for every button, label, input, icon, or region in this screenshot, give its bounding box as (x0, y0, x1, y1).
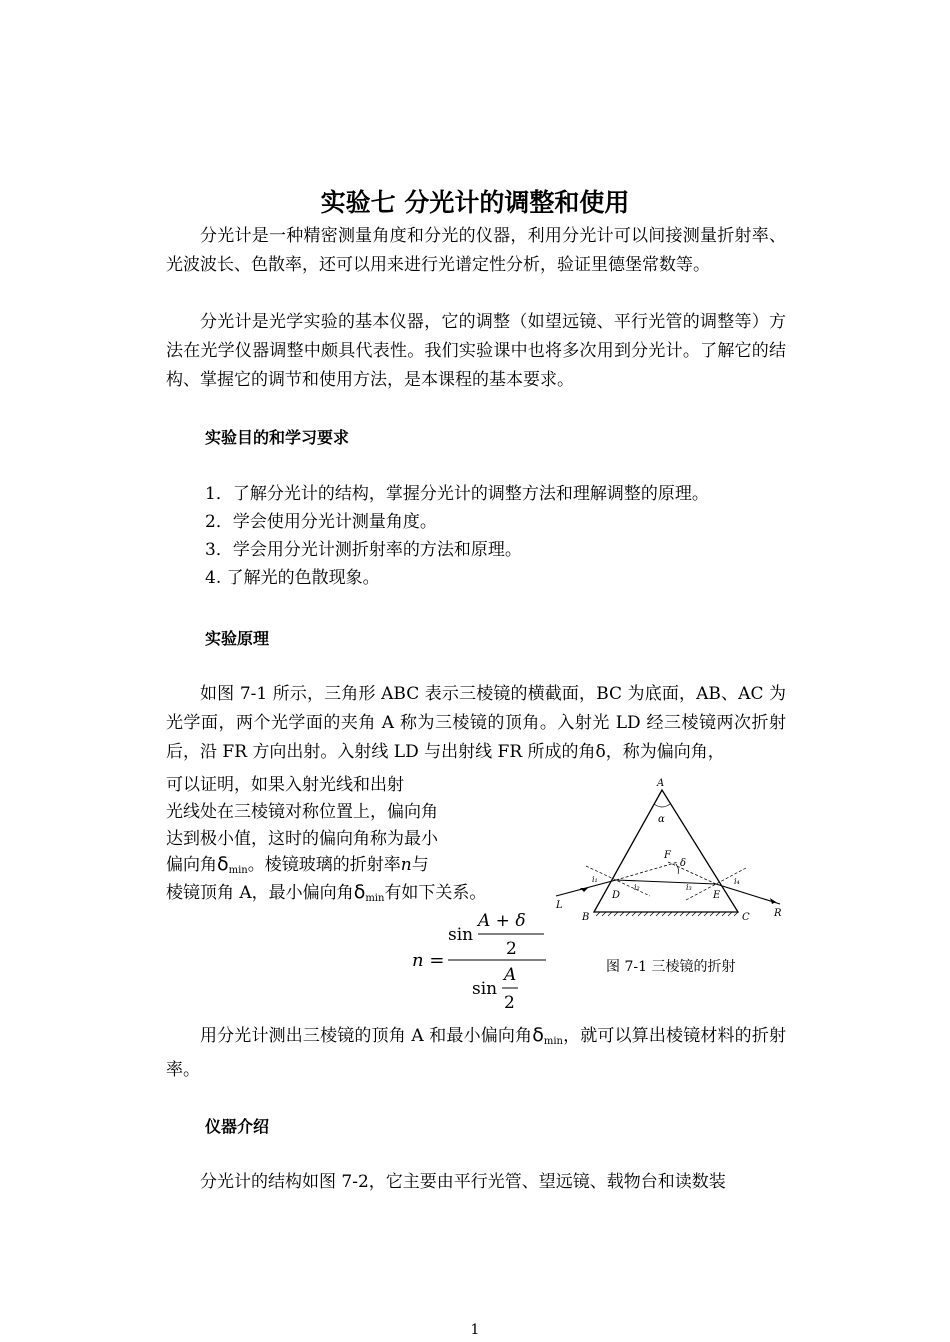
principle-paragraph-1: 如图 7-1 所示，三角形 ABC 表示三棱镜的横截面，BC 为底面，AB、AC 为光学面，两个光学面的夹角 A 称为三棱镜的顶角。入射光 LD 经三棱镜两次折射后，沿 FR 方向出射。入射线 LD 与出射线 FR 所成的角δ，称为偏向角， (166, 684, 786, 762)
section-heading-principle: 实验原理 (205, 629, 270, 648)
delta-symbol: δ (217, 853, 229, 875)
label-i1: i₁ (592, 875, 598, 884)
principle-paragraph-2 (166, 1021, 786, 1085)
text: 偏向角 (166, 855, 217, 875)
formula-sin-bottom: sin (472, 979, 498, 999)
label-c: C (742, 912, 750, 923)
page-title: 实验七 分光计的调整和使用 (320, 188, 630, 217)
section-heading-objectives: 实验目的和学习要求 (205, 428, 350, 447)
formula-two-bottom: 2 (504, 993, 515, 1013)
formula-num-top: A + δ (478, 911, 526, 931)
incident-extension (616, 862, 678, 880)
label-alpha: α (658, 814, 665, 825)
list-item: 4. 了解光的色散现象。 (205, 568, 380, 588)
incident-arrow (580, 888, 588, 892)
label-d: D (612, 890, 621, 901)
label-i4: i₄ (734, 877, 740, 886)
min-subscript: min (228, 865, 248, 876)
list-item: 1．了解分光计的结构，掌握分光计的调整方法和理解调整的原理。 (205, 484, 709, 504)
label-l: L (556, 900, 563, 911)
instrument-paragraph-1: 分光计的结构如图 7-2，它主要由平行光管、望远镜、载物台和读数装 (200, 1172, 726, 1192)
prism-diagram (550, 776, 790, 926)
label-r: R (774, 908, 782, 919)
formula-sin-top: sin (448, 925, 474, 945)
wrap-line-2: 光线处在三棱镜对称位置上，偏向角 (166, 802, 438, 822)
label-f: F (664, 850, 671, 861)
wrap-line-3: 达到极小值，这时的偏向角称为最小 (166, 829, 438, 849)
min-subscript: min (365, 893, 385, 904)
formula-a-bottom: A (504, 965, 517, 985)
page-number: 1 (470, 1322, 480, 1338)
label-a: A (657, 778, 665, 789)
figure-caption: 图 7-1 三棱镜的折射 (606, 959, 736, 975)
label-e: E (713, 890, 721, 901)
list-item: 2．学会使用分光计测量角度。 (205, 512, 437, 532)
text: 。棱镜玻璃的折射率 (247, 855, 401, 875)
text: 棱镜顶角 A，最小偏向角 (166, 883, 354, 903)
label-delta: δ (680, 858, 687, 869)
refraction-formula (410, 900, 560, 1020)
n-symbol: n (400, 855, 412, 875)
section-heading-instrument: 仪器介绍 (205, 1117, 270, 1136)
internal-ray (616, 880, 716, 884)
intro-paragraph-1: 分光计是一种精密测量角度和分光的仪器，利用分光计可以间接测量折射率、光波波长、色散率，还可以用来进行光谱定性分析，验证里德堡常数等。 (166, 226, 786, 275)
text: 与 (411, 855, 429, 875)
label-b: B (582, 912, 590, 923)
min-subscript: min (543, 1036, 563, 1047)
apex-arc (654, 804, 670, 807)
text: 有如下关系。 (384, 883, 487, 903)
label-i2: i₂ (634, 883, 640, 892)
intro-paragraph-2: 分光计是光学实验的基本仪器，它的调整（如望远镜、平行光管的调整等）方法在光学仪器调整中颇具代表性。我们实验课中也将多次用到分光计。了解它的结构、掌握它的调节和使用方法，是本课程的基本要求。 (166, 312, 786, 390)
deviation-arc (676, 864, 679, 874)
formula-lhs: n = (412, 950, 445, 971)
formula-two-top: 2 (506, 939, 517, 959)
delta-symbol: δ (532, 1024, 544, 1046)
text: 用分光计测出三棱镜的顶角 A 和最小偏向角 (200, 1026, 533, 1046)
emergent-ray (716, 884, 780, 904)
label-i3: i₃ (686, 883, 692, 892)
text: ，就可以算出棱镜材料的折射率。 (166, 1026, 786, 1080)
wrap-line-4 (166, 850, 429, 876)
delta-symbol: δ (353, 881, 366, 903)
wrap-line-1: 可以证明，如果入射光线和出射 (166, 775, 404, 795)
list-item: 3．学会用分光计测折射率的方法和原理。 (205, 540, 522, 560)
